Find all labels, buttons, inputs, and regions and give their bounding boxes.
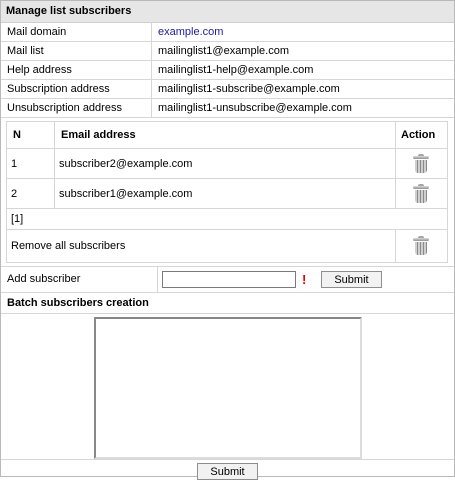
- remove-all-row: [7, 230, 448, 263]
- info-row: [1, 99, 454, 118]
- trash-icon[interactable]: [413, 236, 429, 256]
- info-value: mailinglist1-help@example.com: [152, 61, 455, 80]
- row-action: [396, 230, 448, 263]
- info-value: mailinglist1-subscribe@example.com: [152, 80, 455, 99]
- add-subscriber-input[interactable]: [162, 271, 296, 288]
- trash-icon[interactable]: [413, 154, 429, 174]
- info-row: [1, 80, 454, 99]
- info-label: Unsubscription address: [1, 99, 152, 118]
- trash-icon[interactable]: [413, 184, 429, 204]
- pager-row: [7, 209, 448, 230]
- add-subscriber-field: [158, 271, 382, 288]
- column-header-email: Email address: [55, 122, 396, 149]
- info-label: Mail list: [1, 42, 152, 61]
- remove-all-label: Remove all subscribers: [7, 230, 396, 263]
- info-row: [1, 42, 454, 61]
- table-row: [7, 179, 448, 209]
- batch-footer: [1, 460, 454, 480]
- table-header-row: [7, 122, 448, 149]
- info-value: mailinglist1-unsubscribe@example.com: [152, 99, 455, 118]
- subscriber-email: subscriber1@example.com: [55, 179, 396, 209]
- table-row: [7, 149, 448, 179]
- column-header-action: Action: [396, 122, 448, 149]
- info-label: Help address: [1, 61, 152, 80]
- info-row: [1, 23, 454, 42]
- panel-title: Manage list subscribers: [1, 1, 454, 23]
- batch-section-title: Batch subscribers creation: [1, 293, 454, 314]
- subscribers-table: [6, 121, 448, 263]
- batch-area: [1, 314, 454, 460]
- info-value: [152, 23, 455, 42]
- info-label: Subscription address: [1, 80, 152, 99]
- required-mark: !: [302, 272, 307, 287]
- info-value: mailinglist1@example.com: [152, 42, 455, 61]
- row-number: 2: [7, 179, 55, 209]
- info-row: [1, 61, 454, 80]
- pager[interactable]: [1]: [7, 209, 448, 230]
- info-label: Mail domain: [1, 23, 152, 42]
- batch-subscribers-textarea[interactable]: [94, 317, 362, 459]
- list-info-table: [1, 23, 454, 118]
- subscriber-email: subscriber2@example.com: [55, 149, 396, 179]
- add-subscriber-label: Add subscriber: [1, 267, 158, 292]
- subscribers-section: [1, 118, 454, 267]
- add-subscriber-row: [1, 267, 454, 293]
- mail-domain-link[interactable]: example.com: [158, 26, 224, 38]
- row-action: [396, 149, 448, 179]
- batch-submit-button[interactable]: Submit: [197, 463, 257, 480]
- row-action: [396, 179, 448, 209]
- add-submit-button[interactable]: Submit: [321, 271, 381, 288]
- column-header-n: N: [7, 122, 55, 149]
- row-number: 1: [7, 149, 55, 179]
